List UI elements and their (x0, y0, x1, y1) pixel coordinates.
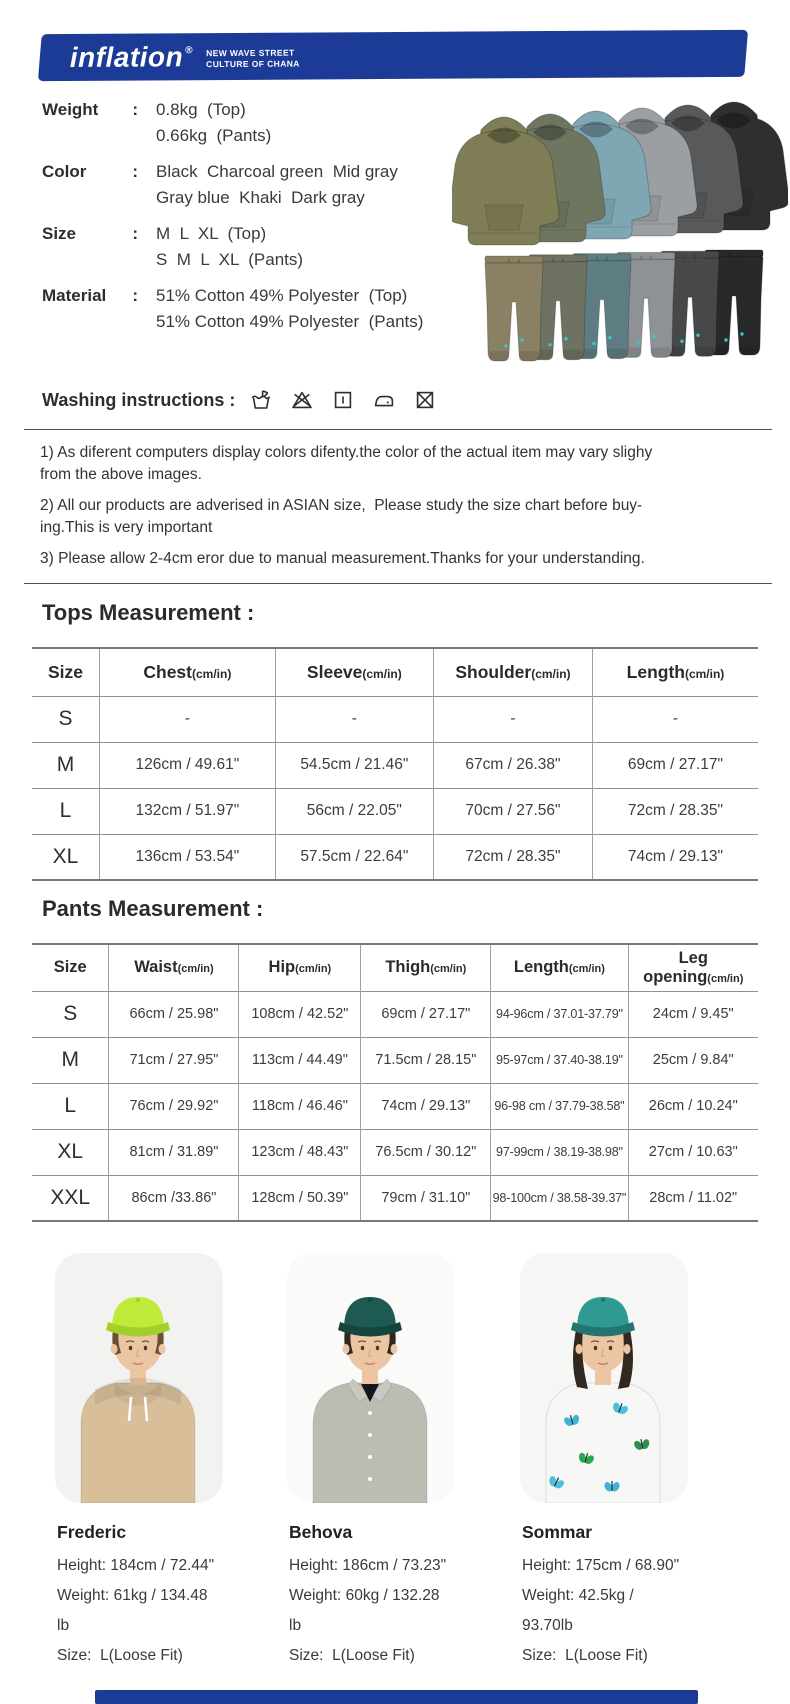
size-cell: M (32, 742, 100, 788)
column-header: Leg opening(cm/in) (628, 944, 758, 991)
header-row (32, 648, 758, 696)
measurement-cell: 108cm / 42.52" (239, 991, 361, 1037)
measurement-cell: 74cm / 29.13" (592, 834, 758, 880)
model-specs (522, 1551, 688, 1671)
measurement-cell: - (100, 696, 276, 742)
size-cell: S (32, 991, 109, 1037)
model-name: Sommar (522, 1522, 593, 1542)
registered-mark: ® (185, 44, 194, 56)
column-header: Size (32, 944, 109, 991)
tagline-line-2: CULTURE OF CHANA (206, 58, 300, 70)
product-info-row (42, 97, 452, 149)
model-spec-line: Size: L(Loose Fit) (57, 1647, 183, 1664)
column-header: Shoulder(cm/in) (433, 648, 592, 696)
measurement-cell: 123cm / 48.43" (239, 1129, 361, 1175)
note-item: 1) As diferent computers display colors difenty.the color of the actual item may vary slighy from the above images. (40, 444, 653, 483)
model-spec-line: Weight: 61kg / 134.48 lb (57, 1587, 212, 1634)
column-header: Sleeve(cm/in) (275, 648, 433, 696)
measurement-cell: 76cm / 29.92" (109, 1083, 239, 1129)
measurement-cell: 69cm / 27.17" (361, 991, 491, 1037)
model-photo (55, 1253, 223, 1503)
measurement-cell: 56cm / 22.05" (275, 788, 433, 834)
size-cell: XXL (32, 1175, 109, 1221)
model-card (287, 1253, 455, 1671)
measurement-cell: - (433, 696, 592, 742)
table-row (32, 1129, 758, 1175)
tops-measurement-title: Tops Measurement : (42, 600, 255, 625)
product-info-row (42, 283, 452, 335)
header-row (32, 944, 758, 991)
info-label: Material : (42, 286, 138, 305)
measurement-cell: 69cm / 27.17" (592, 742, 758, 788)
measurement-cell: 81cm / 31.89" (109, 1129, 239, 1175)
model-name: Behova (289, 1522, 353, 1542)
info-value: 0.8kg (Top) 0.66kg (Pants) (156, 100, 272, 145)
size-cell: XL (32, 834, 100, 880)
pants-measurement-title: Pants Measurement : (42, 896, 264, 921)
measurement-cell: 79cm / 31.10" (361, 1175, 491, 1221)
model-card (520, 1253, 688, 1671)
info-value: 51% Cotton 49% Polyester (Top) 51% Cotton 49% Polyester (Pants) (156, 286, 424, 331)
measurement-cell: 118cm / 46.46" (239, 1083, 361, 1129)
column-header: Hip(cm/in) (239, 944, 361, 991)
info-label: Weight : (42, 100, 138, 119)
measurement-cell: 24cm / 9.45" (628, 991, 758, 1037)
column-header: Waist(cm/in) (109, 944, 239, 991)
table-row (32, 1037, 758, 1083)
brand-logo-text: inflation (69, 40, 184, 73)
measurement-cell: 132cm / 51.97" (100, 788, 276, 834)
info-label: Size : (42, 224, 138, 243)
info-label: Color : (42, 162, 138, 181)
model-specs (289, 1551, 455, 1671)
product-info-row (42, 221, 452, 273)
divider-top (24, 429, 772, 430)
tops-measurement-table (32, 647, 758, 881)
measurement-cell: 72cm / 28.35" (592, 788, 758, 834)
measurement-cell: 67cm / 26.38" (433, 742, 592, 788)
pants-measurement-table (32, 943, 758, 1222)
table-row (32, 1175, 758, 1221)
size-cell: L (32, 1083, 109, 1129)
brand-header (38, 30, 748, 81)
table-row (32, 1083, 758, 1129)
measurement-cell: 86cm /33.86" (109, 1175, 239, 1221)
brand-header-inner (70, 42, 300, 71)
measurement-cell: 113cm / 44.49" (239, 1037, 361, 1083)
measurement-cell: - (275, 696, 433, 742)
model-spec-line: Height: 186cm / 73.23" (289, 1557, 447, 1574)
measurement-cell: 126cm / 49.61" (100, 742, 276, 788)
natural-dry-icon (331, 388, 355, 412)
info-value: M L XL (Top) S M L XL (Pants) (156, 224, 304, 269)
column-header: Chest(cm/in) (100, 648, 276, 696)
measurement-cell: 74cm / 29.13" (361, 1083, 491, 1129)
product-info (42, 97, 452, 345)
note-item: 2) All our products are adverised in ASIAN size, Please study the size chart before buy- ing.This is very important (40, 497, 643, 536)
size-cell: S (32, 696, 100, 742)
washing-label: Washing instructions : (42, 389, 236, 410)
measurement-cell: 71cm / 27.95" (109, 1037, 239, 1083)
measurement-cell: 96-98 cm / 37.79-38.58" (491, 1083, 628, 1129)
measurement-cell: 25cm / 9.84" (628, 1037, 758, 1083)
measurement-cell: 54.5cm / 21.46" (275, 742, 433, 788)
size-cell: L (32, 788, 100, 834)
column-header: Length(cm/in) (592, 648, 758, 696)
no-bleach-icon (290, 388, 314, 412)
product-info-row (42, 159, 452, 211)
measurement-cell: 97-99cm / 38.19-38.98" (491, 1129, 628, 1175)
table-row (32, 788, 758, 834)
measurement-cell: 71.5cm / 28.15" (361, 1037, 491, 1083)
measurement-cell: 26cm / 10.24" (628, 1083, 758, 1129)
measurement-cell: 66cm / 25.98" (109, 991, 239, 1037)
model-photo (287, 1253, 455, 1503)
measurement-cell: 136cm / 53.54" (100, 834, 276, 880)
model-name: Frederic (57, 1522, 127, 1542)
model-spec-line: Size: L(Loose Fit) (522, 1647, 648, 1664)
brand-tagline (206, 47, 300, 70)
measurement-cell: 128cm / 50.39" (239, 1175, 361, 1221)
measurement-cell: 28cm / 11.02" (628, 1175, 758, 1221)
measurement-cell: 95-97cm / 37.40-38.19" (491, 1037, 628, 1083)
model-spec-line: Weight: 60kg / 132.28 lb (289, 1587, 444, 1634)
size-cell: M (32, 1037, 109, 1083)
info-value: Black Charcoal green Mid gray Gray blue Khaki Dark gray (156, 162, 398, 207)
table-row (32, 991, 758, 1037)
washing-icons (249, 388, 437, 412)
divider-bottom (24, 583, 772, 584)
size-cell: XL (32, 1129, 109, 1175)
measurement-cell: 57.5cm / 22.64" (275, 834, 433, 880)
hand-wash-icon (249, 388, 273, 412)
table-row (32, 834, 758, 880)
column-header: Thigh(cm/in) (361, 944, 491, 991)
tagline-line-1: NEW WAVE STREET (206, 47, 295, 58)
disclaimer-notes (40, 442, 764, 579)
note-item: 3) Please allow 2-4cm eror due to manual measurement.Thanks for your understanding. (40, 550, 645, 567)
table-row (32, 696, 758, 742)
measurement-cell: 70cm / 27.56" (433, 788, 592, 834)
iron-icon (372, 388, 396, 412)
measurement-cell: 94-96cm / 37.01-37.79" (491, 991, 628, 1037)
model-spec-line: Size: L(Loose Fit) (289, 1647, 415, 1664)
column-header: Size (32, 648, 100, 696)
table-row (32, 742, 758, 788)
model-card (55, 1253, 223, 1671)
model-spec-line: Weight: 42.5kg / 93.70lb (522, 1587, 639, 1634)
models-section (55, 1253, 755, 1693)
measurement-cell: 27cm / 10.63" (628, 1129, 758, 1175)
product-colorways-image (452, 84, 788, 366)
footer-bar (95, 1690, 698, 1704)
washing-instructions (42, 388, 437, 412)
no-tumble-dry-icon (413, 388, 437, 412)
measurement-cell: 98-100cm / 38.58-39.37" (491, 1175, 628, 1221)
measurement-cell: 72cm / 28.35" (433, 834, 592, 880)
measurement-cell: - (592, 696, 758, 742)
model-spec-line: Height: 175cm / 68.90" (522, 1557, 680, 1574)
model-photo (520, 1253, 688, 1503)
column-header: Length(cm/in) (491, 944, 628, 991)
model-spec-line: Height: 184cm / 72.44" (57, 1557, 215, 1574)
model-specs (57, 1551, 223, 1671)
measurement-cell: 76.5cm / 30.12" (361, 1129, 491, 1175)
brand-logo (69, 40, 194, 73)
